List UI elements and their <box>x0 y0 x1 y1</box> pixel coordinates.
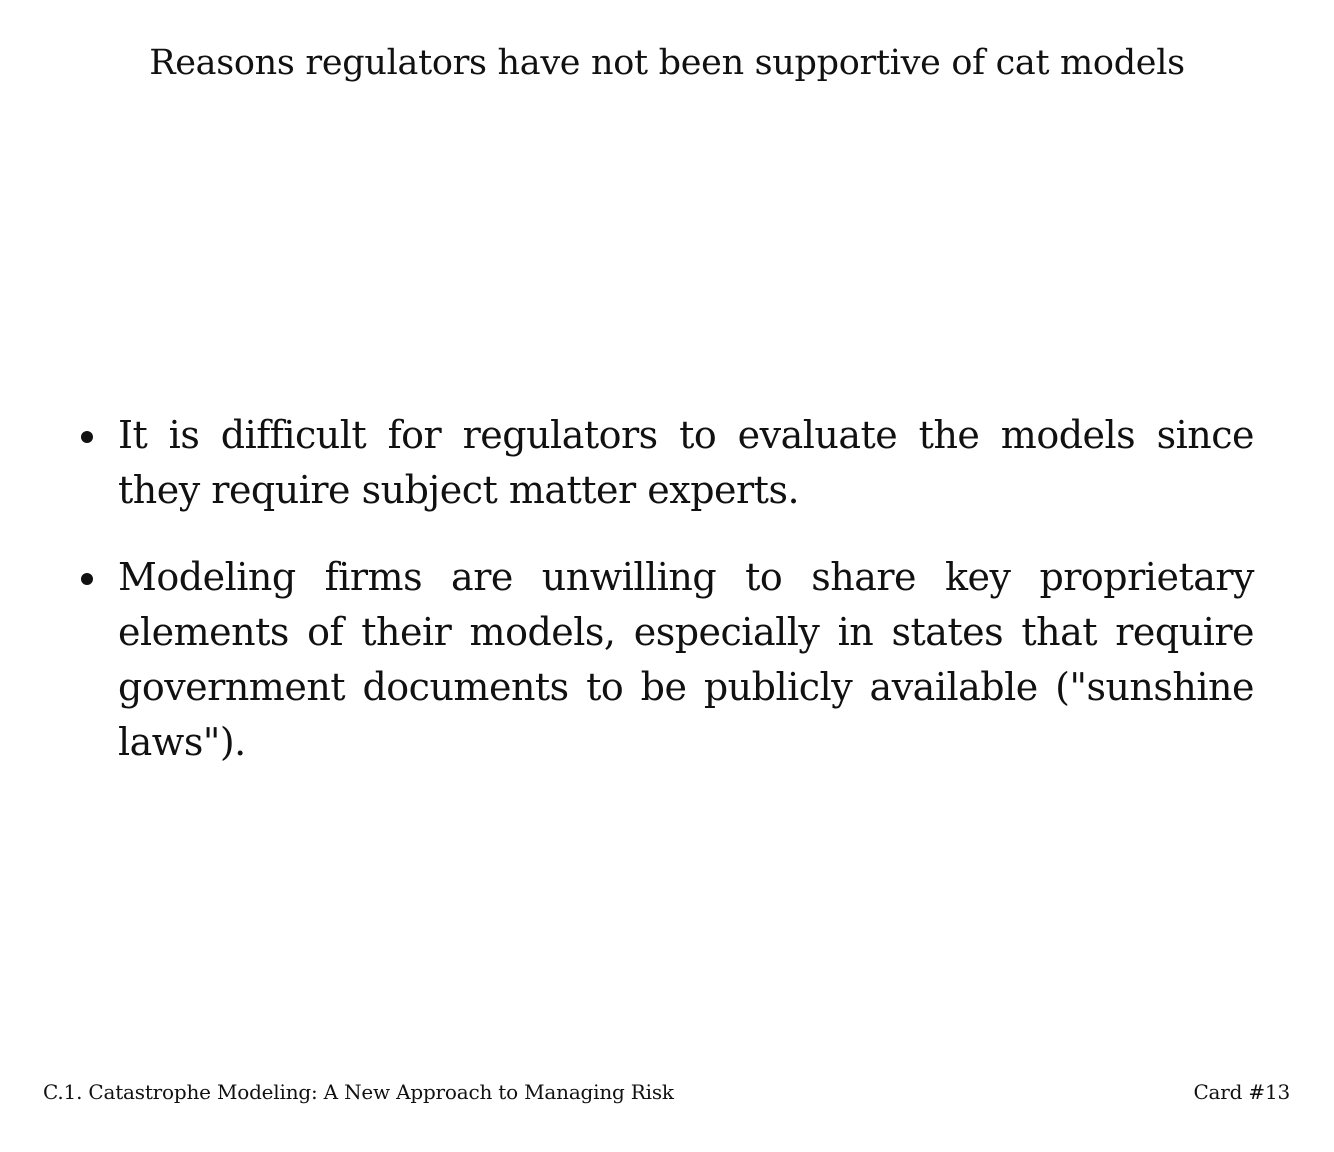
bullet-list <box>72 408 1254 802</box>
bullet-dot-icon <box>81 431 93 443</box>
card-title: Reasons regulators have not been supportive of cat models <box>149 43 1185 83</box>
bullet-item <box>72 408 1254 518</box>
footer-card-number: Card #13 <box>1193 1080 1290 1104</box>
footer-section-title: C.1. Catastrophe Modeling: A New Approach to Managing Risk <box>43 1080 674 1104</box>
bullet-text: It is difficult for regulators to evaluate the models since they require subject matter experts. <box>118 413 1254 512</box>
bullet-dot-icon <box>81 573 93 585</box>
bullet-item <box>72 550 1254 770</box>
bullet-text: Modeling firms are unwilling to share key proprietary elements of their models, especially in states that require government documents to be publicly available ("sunshine laws"). <box>118 555 1254 764</box>
